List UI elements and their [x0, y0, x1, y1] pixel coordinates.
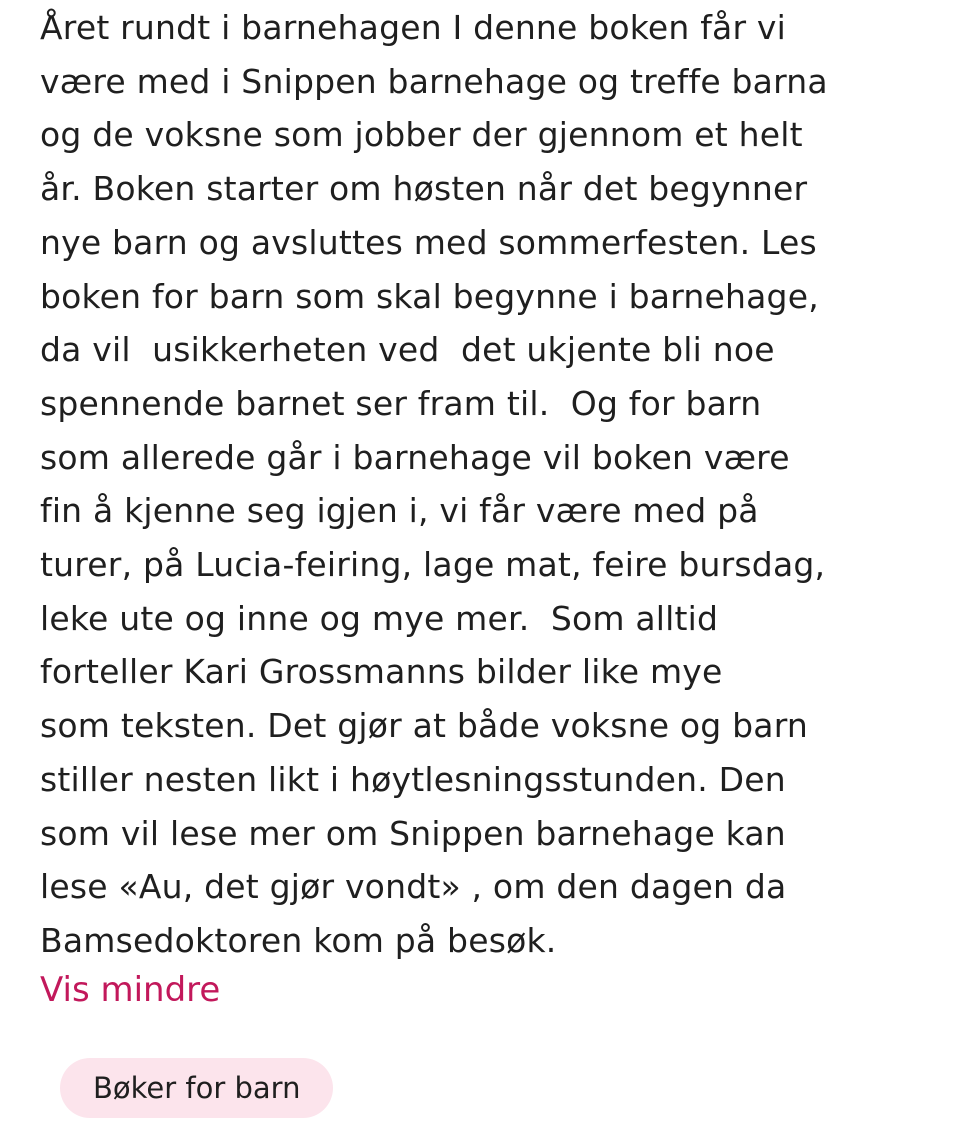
description-line: spennende barnet ser fram til. Og for barn	[40, 383, 762, 423]
description-line: og de voksne som jobber der gjennom et helt	[40, 115, 803, 155]
description-line: fin å kjenne seg igjen i, vi får være med på	[40, 491, 759, 531]
tag-chip-label: Bøker for barn	[93, 1071, 301, 1105]
description-line: Året rundt i barnehagen I denne boken får vi	[40, 8, 787, 47]
description-line: da vil usikkerheten ved det ukjente bli noe	[40, 330, 775, 370]
show-less-link[interactable]: Vis mindre	[40, 970, 221, 1010]
description-line: nye barn og avsluttes med sommerfesten. Les	[40, 222, 817, 262]
description-line: år. Boken starter om høsten når det begynner	[40, 169, 808, 209]
description-line: som teksten. Det gjør at både voksne og barn	[40, 706, 808, 746]
description-line: som allerede går i barnehage vil boken være	[40, 437, 790, 477]
book-description-section	[40, 0, 930, 1105]
description-line: boken for barn som skal begynne i barnehage,	[40, 276, 819, 316]
tag-chip-childrens-books[interactable]	[60, 1058, 333, 1118]
description-line: Bamsedoktoren kom på besøk.	[40, 920, 557, 960]
description-line: turer, på Lucia-feiring, lage mat, feire bursdag,	[40, 545, 826, 585]
book-description	[40, 0, 930, 968]
description-line: stiller nesten likt i høytlesningsstunden. Den	[40, 759, 786, 799]
description-line: forteller Kari Grossmanns bilder like mye	[40, 652, 723, 692]
description-line: leke ute og inne og mye mer. Som alltid	[40, 598, 719, 638]
description-line: være med i Snippen barnehage og treffe barna	[40, 61, 828, 101]
description-line: som vil lese mer om Snippen barnehage kan	[40, 813, 786, 853]
description-line: lese «Au, det gjør vondt» , om den dagen da	[40, 867, 787, 907]
